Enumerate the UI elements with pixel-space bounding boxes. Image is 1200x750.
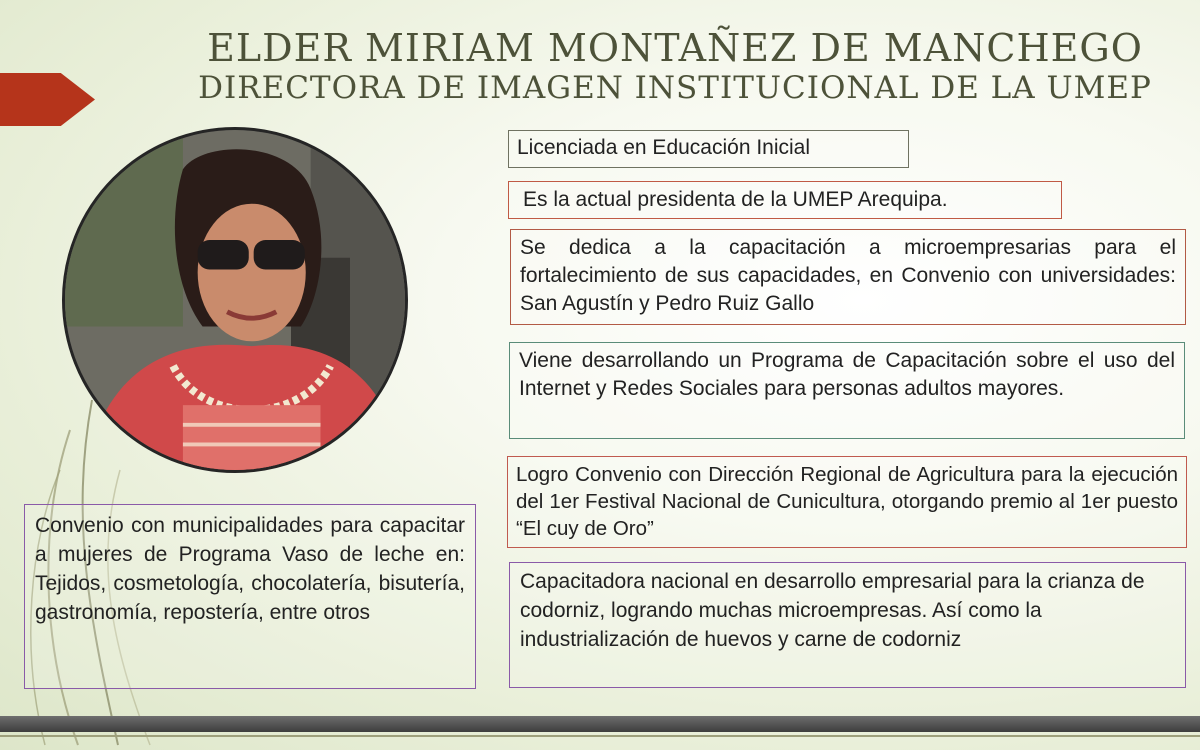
municipal-agreement-text: Convenio con municipalidades para capacitar a mujeres de Programa Vaso de leche en: Tejidos, cosmetología, chocolatería, bisutería, gastronomía, repostería, entre otros (35, 514, 465, 624)
presidency-text: Es la actual presidenta de la UMEP Arequipa. (523, 188, 948, 211)
quail-training-text: Capacitadora nacional en desarrollo empresarial para la crianza de codorniz, logrando muchas microempresas. Así como la industrialización de huevos y carne de codorniz (520, 570, 1145, 651)
municipal-agreement-box (24, 504, 476, 689)
agriculture-agreement-text: Logro Convenio con Dirección Regional de Agricultura para la ejecución del 1er Festival Nacional de Cunicultura, otorgando premio al 1er puesto “El cuy de Oro” (516, 463, 1178, 540)
footer-line (0, 735, 1200, 737)
degree-text: Licenciada en Educación Inicial (517, 136, 811, 159)
presidency-box (508, 181, 1062, 219)
page-subtitle: DIRECTORA DE IMAGEN INSTITUCIONAL DE LA UMEP (198, 70, 1152, 106)
red-arrow-accent (0, 73, 95, 126)
internet-program-text: Viene desarrollando un Programa de Capacitación sobre el uso del Internet y Redes Sociales para personas adultos mayores. (519, 349, 1175, 400)
training-agreements-box (510, 229, 1186, 325)
training-agreements-text: Se dedica a la capacitación a microempresarias para el fortalecimiento de sus capacidades, en Convenio con universidades: San Agustín y Pedro Ruiz Gallo (520, 236, 1176, 315)
footer-bar (0, 716, 1200, 732)
internet-program-box (509, 342, 1185, 439)
portrait-photo (62, 127, 408, 473)
agriculture-agreement-box (507, 456, 1187, 548)
page-title: ELDER MIRIAM MONTAÑEZ DE MANCHEGO (207, 26, 1143, 70)
quail-training-box (509, 562, 1186, 688)
degree-box (508, 130, 909, 168)
